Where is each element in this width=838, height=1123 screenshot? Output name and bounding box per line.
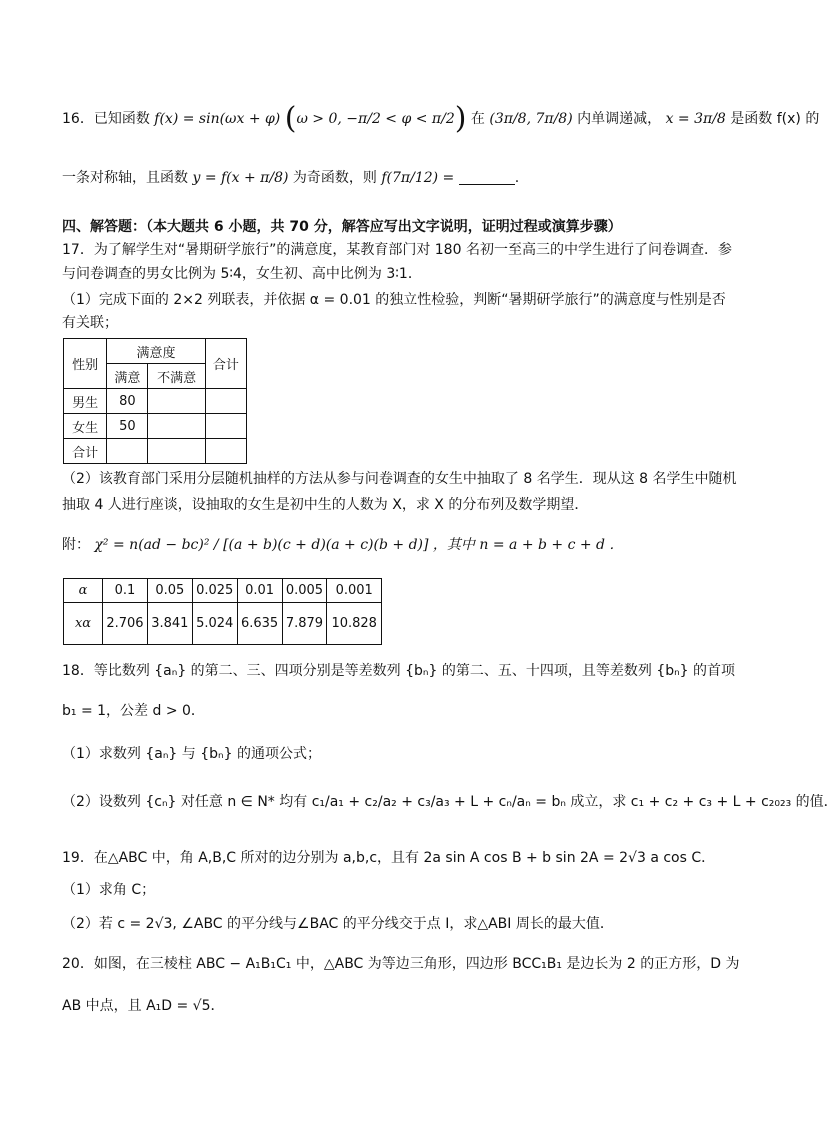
alpha-cell: 0.005 [282, 579, 327, 603]
appendix [62, 535, 623, 555]
alpha-label: α [64, 579, 103, 603]
row-label: 女生 [64, 414, 107, 439]
contingency-table [63, 338, 247, 464]
q16-prefix: 16．已知函数 [62, 111, 150, 127]
th-gender: 性别 [64, 339, 107, 389]
appendix-suffix: ，其中 n = a + b + c + d ． [432, 537, 624, 553]
x-alpha-cell: 6.635 [237, 603, 282, 645]
alpha-cell: 0.05 [147, 579, 192, 603]
q16-function: f(x) = sin(ωx + φ) [154, 111, 281, 127]
q18-part2: （2）设数列 {cₙ} 对任意 n ∈ N* 均有 c₁/a₁ + c₂/a₂ + c₃/a₃ + L + cₙ/aₙ = bₙ 成立，求 c₁ + c₂ + c₃ + L + c₂₀₂₃ 的值． [62, 794, 838, 810]
alpha-cell: 0.001 [327, 579, 382, 603]
th-total: 合计 [205, 339, 246, 389]
q17-line4: 有关联； [62, 315, 118, 331]
x-alpha-cell: 3.841 [147, 603, 192, 645]
section-title: 四、解答题：（本大题共 6 小题，共 70 分，解答应写出文字说明，证明过程或演算步骤） [62, 219, 622, 235]
q17-line3: （1）完成下面的 2×2 列联表，并依据 α = 0.01 的独立性检验，判断“暑期研学旅行”的满意度与性别是否 [62, 292, 726, 308]
th-unsat: 不满意 [148, 364, 205, 389]
cell-unsat [148, 389, 205, 414]
q20-line1: 20．如图，在三棱柱 ABC − A₁B₁C₁ 中，△ABC 为等边三角形，四边形 BCC₁B₁ 是边长为 2 的正方形，D 为 [62, 956, 740, 972]
cell-sat: 80 [107, 389, 148, 414]
q17-part2-line2: 抽取 4 人进行座谈，设抽取的女生是初中生的人数为 X，求 X 的分布列及数学期望． [62, 497, 589, 513]
q16-mid2: 内单调递减， [577, 111, 662, 127]
cell-unsat [148, 439, 205, 464]
q18-line1: 18．等比数列 {aₙ} 的第二、三、四项分别是等差数列 {bₙ} 的第二、五、十四项，且等差数列 {bₙ} 的首项 [62, 663, 736, 679]
q16-query: f(7π/12) = [381, 170, 455, 186]
q17-line2: 与问卷调查的男女比例为 5∶4，女生初、高中比例为 3∶1． [62, 266, 422, 282]
x-alpha-cell: 2.706 [103, 603, 148, 645]
th-sat: 满意 [107, 364, 148, 389]
cell-sat [107, 439, 148, 464]
q19-line1: 19．在△ABC 中，角 A,B,C 所对的边分别为 a,b,c，且有 2a sin A cos B + b sin 2A = 2√3 a cos C． [62, 850, 716, 866]
q16-line1: 16．已知函数 f(x) = sin(ωx + φ) (ω > 0, −π/2 < φ < π/2) 在 (3π/8, 7π/8) 内单调递减， x = 3π/8 是函数 f(x) 的 [62, 101, 820, 136]
q20-line2: AB 中点，且 A₁D = √5． [62, 998, 225, 1014]
x-alpha-cell: 5.024 [192, 603, 237, 645]
alpha-cell: 0.01 [237, 579, 282, 603]
cell-total [205, 389, 246, 414]
q19-part1: （1）求角 C； [62, 882, 156, 898]
q16-odd-function: y = f(x + π/8) [192, 170, 289, 186]
th-satisfaction: 满意度 [107, 339, 206, 364]
q16-interval: (3π/8, 7π/8) [489, 111, 573, 127]
appendix-prefix: 附： [62, 537, 90, 553]
q17-line1: 17．为了解学生对“暑期研学旅行”的满意度，某教育部门对 180 名初一至高三的中学生进行了问卷调查．参 [62, 242, 732, 258]
section-heading [62, 217, 622, 237]
cell-total [205, 439, 246, 464]
cell-total [205, 414, 246, 439]
cell-sat: 50 [107, 414, 148, 439]
x-alpha-cell: 7.879 [282, 603, 327, 645]
q16-condition: ω > 0, −π/2 < φ < π/2 [296, 111, 455, 127]
q16-axis: x = 3π/8 [665, 111, 726, 127]
q16-end: . [514, 170, 520, 186]
q18-line2: b₁ = 1，公差 d > 0． [62, 703, 205, 719]
answer-blank [459, 170, 515, 185]
chi-square-formula: χ² = n(ad − bc)² / [(a + b)(c + d)(a + c)(b + d)] [94, 537, 429, 553]
row-label: 男生 [64, 389, 107, 414]
alpha-cell: 0.025 [192, 579, 237, 603]
q17-part2-line1: （2）该教育部门采用分层随机抽样的方法从参与问卷调查的女生中抽取了 8 名学生．现从这 8 名学生中随机 [62, 471, 737, 487]
x-alpha-cell: 10.828 [327, 603, 382, 645]
critical-value-table [63, 578, 382, 645]
q19-part2: （2）若 c = 2√3, ∠ABC 的平分线与∠BAC 的平分线交于点 I，求△ABI 周长的最大值． [62, 916, 614, 932]
row-label: 合计 [64, 439, 107, 464]
q16-suffix: 是函数 f(x) 的 [730, 111, 820, 127]
alpha-cell: 0.1 [103, 579, 148, 603]
cell-unsat [148, 414, 205, 439]
q16-line2-prefix: 一条对称轴，且函数 [62, 170, 188, 186]
q16-line2 [62, 168, 519, 188]
q16-mid: 在 [470, 111, 485, 127]
q18-part1: （1）求数列 {aₙ} 与 {bₙ} 的通项公式； [62, 746, 321, 762]
q16-line2-mid: 为奇函数，则 [292, 170, 377, 186]
x-alpha-label: xα [64, 603, 103, 645]
